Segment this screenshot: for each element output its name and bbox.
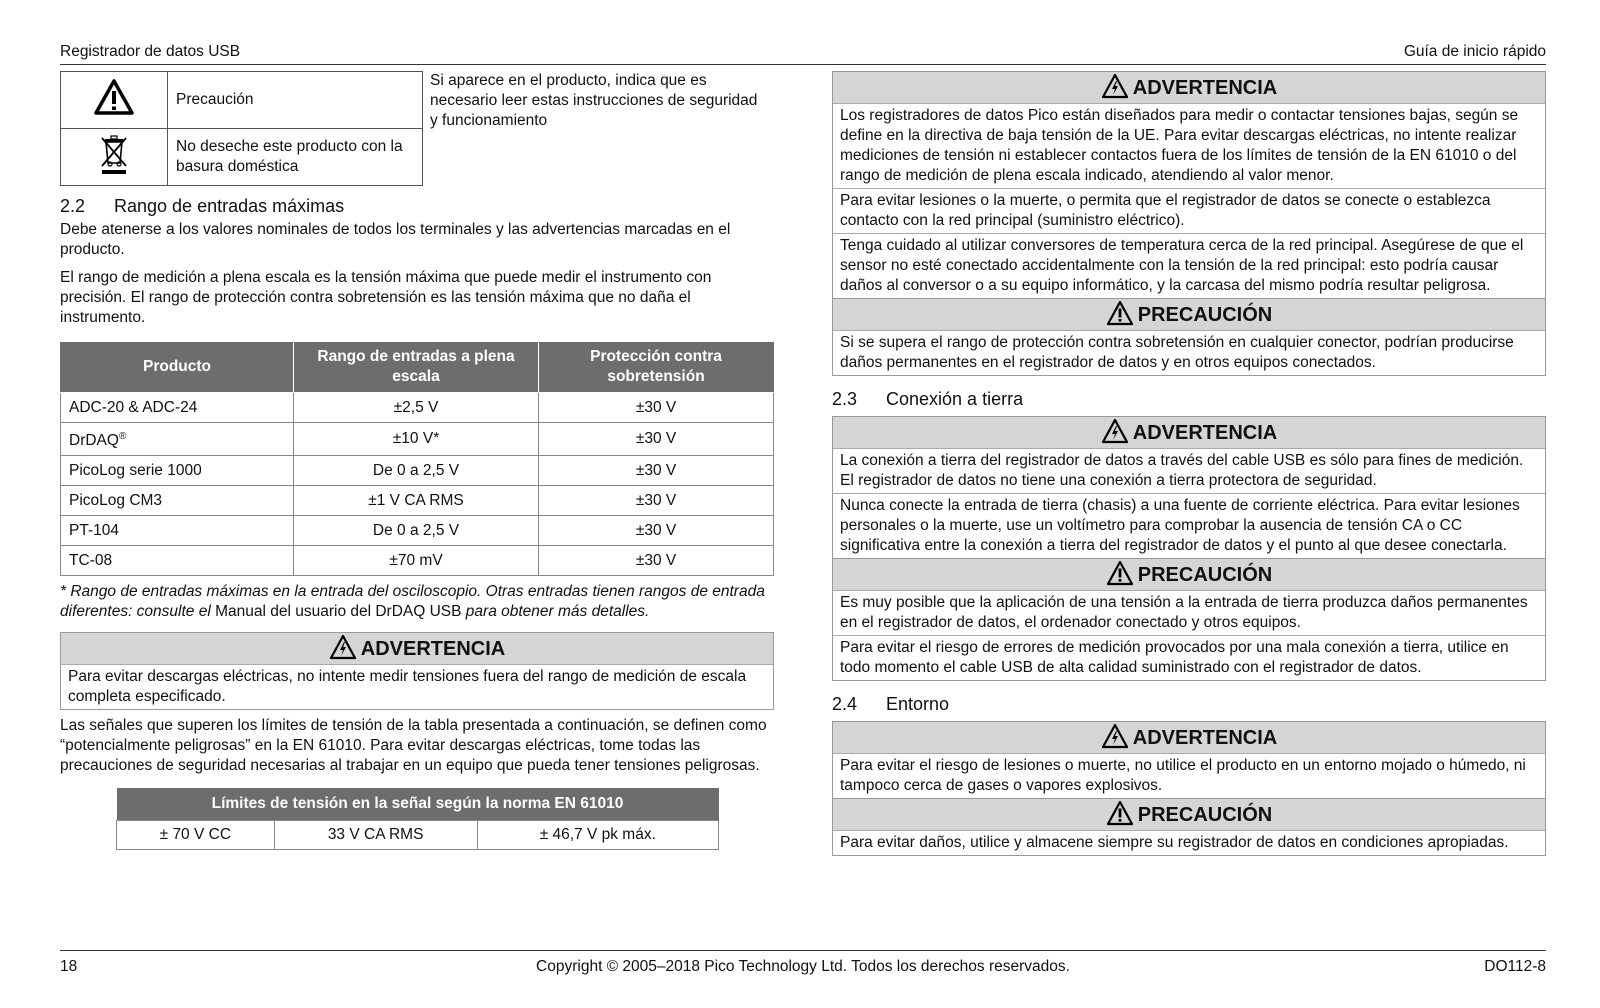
column-header: Protección contra sobretensión <box>539 342 774 393</box>
box-item: Nunca conecte la entrada de tierra (chasis) a una fuente de corriente eléctrica. Para evitar lesiones personales o la muerte, use un voltímetro para comprobar la ausencia de tensión CA o CC significativa entre la conexión a tierra del registrador de datos y el punto al que desee conectarla. <box>833 493 1545 558</box>
box-title <box>833 72 1545 103</box>
box-title <box>833 417 1545 448</box>
symbols-block <box>60 71 774 185</box>
section-number: 2.4 <box>832 694 858 714</box>
warning-box <box>832 71 1546 299</box>
symbol-label: No deseche este producto con la basura doméstica <box>168 129 423 186</box>
section-title: Conexión a tierra <box>886 389 1024 409</box>
page-footer <box>60 950 1546 980</box>
electric-warning-icon <box>1101 418 1129 444</box>
box-title-text: ADVERTENCIA <box>360 638 506 661</box>
box-item: Si se supera el rango de protección contra sobretensión en cualquier conector, podrían producirse daños permanentes en el registrador de datos y en otros equipos conectados. <box>833 330 1545 375</box>
table-cell <box>61 423 294 456</box>
table-cell: De 0 a 2,5 V <box>294 516 539 546</box>
box-title <box>833 559 1545 590</box>
registered-mark: ® <box>118 431 127 442</box>
table-cell: ±10 V* <box>294 423 539 456</box>
left-column <box>60 71 774 850</box>
right-column <box>832 71 1546 856</box>
table-row <box>61 486 774 516</box>
table-cell: ±30 V <box>539 456 774 486</box>
table-cell: ±1 V CA RMS <box>294 486 539 516</box>
table-cell: ± 46,7 V pk máx. <box>477 821 718 850</box>
table-row <box>61 393 774 423</box>
table-cell: ± 70 V CC <box>117 821 275 850</box>
caution-box <box>832 299 1546 376</box>
header-right: Guía de inicio rápido <box>1403 43 1546 60</box>
table-cell: ±30 V <box>539 423 774 456</box>
header-left: Registrador de datos USB <box>60 43 241 60</box>
paragraph: El rango de medición a plena escala es la tensión máxima que puede medir el instrumento con precisión. El rango de protección contra sobretensión es las tensión máxima que no daña el instrumento. <box>60 269 712 326</box>
box-title <box>61 633 773 664</box>
crossed-bin-icon <box>61 129 168 186</box>
box-title <box>833 722 1545 753</box>
copyright: Copyright © 2005–2018 Pico Technology Ltd. Todos los derechos reservados. <box>536 958 1070 975</box>
table-cell: PicoLog CM3 <box>61 486 294 516</box>
footnote-text: * Rango de entradas máximas en la entrada del osciloscopio. Otras entradas tienen rangos de entrada diferentes: consulte el <box>60 583 765 621</box>
box-item: Para evitar daños, utilice y almacene siempre su registrador de datos en condiciones apropiadas. <box>833 830 1545 855</box>
box-title-text: ADVERTENCIA <box>1132 77 1278 99</box>
voltage-limits-table <box>116 788 719 850</box>
manual-reference: Manual del usuario del DrDAQ USB <box>215 603 462 621</box>
table-cell: ±30 V <box>539 486 774 516</box>
symbol-row <box>61 129 423 186</box>
symbol-label: Precaución <box>168 72 423 129</box>
box-item: Para evitar el riesgo de lesiones o muerte, no utilice el producto en un entorno mojado o húmedo, ni tampoco cerca de gases o vapores explosivos. <box>833 753 1545 798</box>
table-cell: ADC-20 & ADC-24 <box>61 393 294 423</box>
table-cell: 33 V CA RMS <box>274 821 477 850</box>
section-number: 2.2 <box>60 196 86 216</box>
paragraph: Debe atenerse a los valores nominales de todos los terminales y las advertencias marcadas en el producto. <box>60 221 731 258</box>
table-cell: De 0 a 2,5 V <box>294 456 539 486</box>
caution-icon <box>1106 560 1134 586</box>
table-cell: ±70 mV <box>294 546 539 576</box>
table-row <box>61 516 774 546</box>
caution-box <box>832 559 1546 681</box>
box-item: Los registradores de datos Pico están diseñados para medir o contactar tensiones bajas, según se define en la directiva de baja tensión de la UE. Para evitar descargas eléctricas, no intente realizar mediciones de tensión ni establecer contactos fuera de los límites de tensión de la EN 61010 o del rango de medición de plena escala indicado, atendiendo al valor menor. <box>833 103 1545 188</box>
box-title-text: PRECAUCIÓN <box>1137 564 1273 586</box>
box-item: Tenga cuidado al utilizar conversores de temperatura cerca de la red principal. Asegúrese de que el sensor no esté conectado accidentalmente con la tensión de la red principal: esto podría causar daños al conversor o a su equipo informático, y la carcasa del mismo podría resultar peligrosa. <box>833 233 1545 298</box>
box-item: Es muy posible que la aplicación de una tensión a la entrada de tierra produzca daños permanentes en el registrador de datos, el ordenador conectado y otros equipos. <box>833 590 1545 635</box>
page-number: 18 <box>60 958 78 975</box>
table-header-row <box>61 342 774 393</box>
table-footnote <box>60 582 774 622</box>
box-title-text: ADVERTENCIA <box>1132 422 1278 444</box>
symbol-row <box>61 72 423 129</box>
electric-warning-icon <box>1101 723 1129 749</box>
warning-box <box>832 721 1546 799</box>
section-heading <box>832 693 1546 715</box>
input-range-table <box>60 342 774 576</box>
table-cell: ±2,5 V <box>294 393 539 423</box>
table-cell: ±30 V <box>539 393 774 423</box>
table-row <box>61 423 774 456</box>
box-item: La conexión a tierra del registrador de datos a través del cable USB es sólo para fines de medición. El registrador de datos no tiene una conexión a tierra protectora de seguridad. <box>833 448 1545 493</box>
caution-icon <box>1106 300 1134 326</box>
table-cell: ±30 V <box>539 546 774 576</box>
symbols-table <box>60 71 423 186</box>
section-heading <box>832 388 1546 410</box>
caution-box <box>832 799 1546 856</box>
column-header: Rango de entradas a plena escala <box>294 342 539 393</box>
paragraph: Las señales que superen los límites de tensión de la tabla presentada a continuación, se definen como “potencialmente peligrosas” en la EN 61010. Para evitar descargas eléctricas, tome todas las precauciones de seguridad necesarias al trabajar en un equipo que pueda tener tensiones peligrosas. <box>60 717 767 775</box>
box-title <box>833 299 1545 330</box>
section-number: 2.3 <box>832 389 858 409</box>
box-title-text: PRECAUCIÓN <box>1137 304 1273 326</box>
table-row <box>117 821 719 850</box>
electric-warning-icon <box>1101 73 1129 99</box>
product-name: DrDAQ <box>69 432 119 450</box>
document-code: DO112-8 <box>1484 958 1546 975</box>
box-item: Para evitar el riesgo de errores de medición provocados por una mala conexión a tierra, utilice en todo momento el cable USB de alta calidad suministrado con el registrador de datos. <box>833 635 1545 680</box>
box-item: Para evitar lesiones o la muerte, o permita que el registrador de datos se conecte o establezca contacto con la red principal (suministro eléctrico). <box>833 188 1545 233</box>
limits-title: Límites de tensión en la señal según la norma EN 61010 <box>117 788 719 821</box>
footnote-text: para obtener más detalles. <box>461 603 650 621</box>
symbols-note: Si aparece en el producto, indica que es necesario leer estas instrucciones de seguridad y funcionamiento <box>430 72 758 129</box>
page-header <box>60 42 1546 65</box>
section-heading <box>60 195 774 217</box>
table-cell: ±30 V <box>539 516 774 546</box>
table-row <box>61 546 774 576</box>
table-row <box>61 456 774 486</box>
section-title: Entorno <box>886 694 950 714</box>
warning-box <box>832 416 1546 559</box>
warning-box <box>60 632 774 710</box>
warning-triangle-icon <box>61 72 168 129</box>
box-item: Para evitar descargas eléctricas, no intente medir tensiones fuera del rango de medición de escala completa especificado. <box>61 664 773 709</box>
table-cell: TC-08 <box>61 546 294 576</box>
box-title-text: PRECAUCIÓN <box>1137 804 1273 826</box>
caution-icon <box>1106 800 1134 826</box>
electric-warning-icon <box>329 634 357 660</box>
box-title <box>833 799 1545 830</box>
table-cell: PicoLog serie 1000 <box>61 456 294 486</box>
column-header: Producto <box>61 342 294 393</box>
table-cell: PT-104 <box>61 516 294 546</box>
box-title-text: ADVERTENCIA <box>1132 727 1278 749</box>
section-title: Rango de entradas máximas <box>114 196 345 216</box>
